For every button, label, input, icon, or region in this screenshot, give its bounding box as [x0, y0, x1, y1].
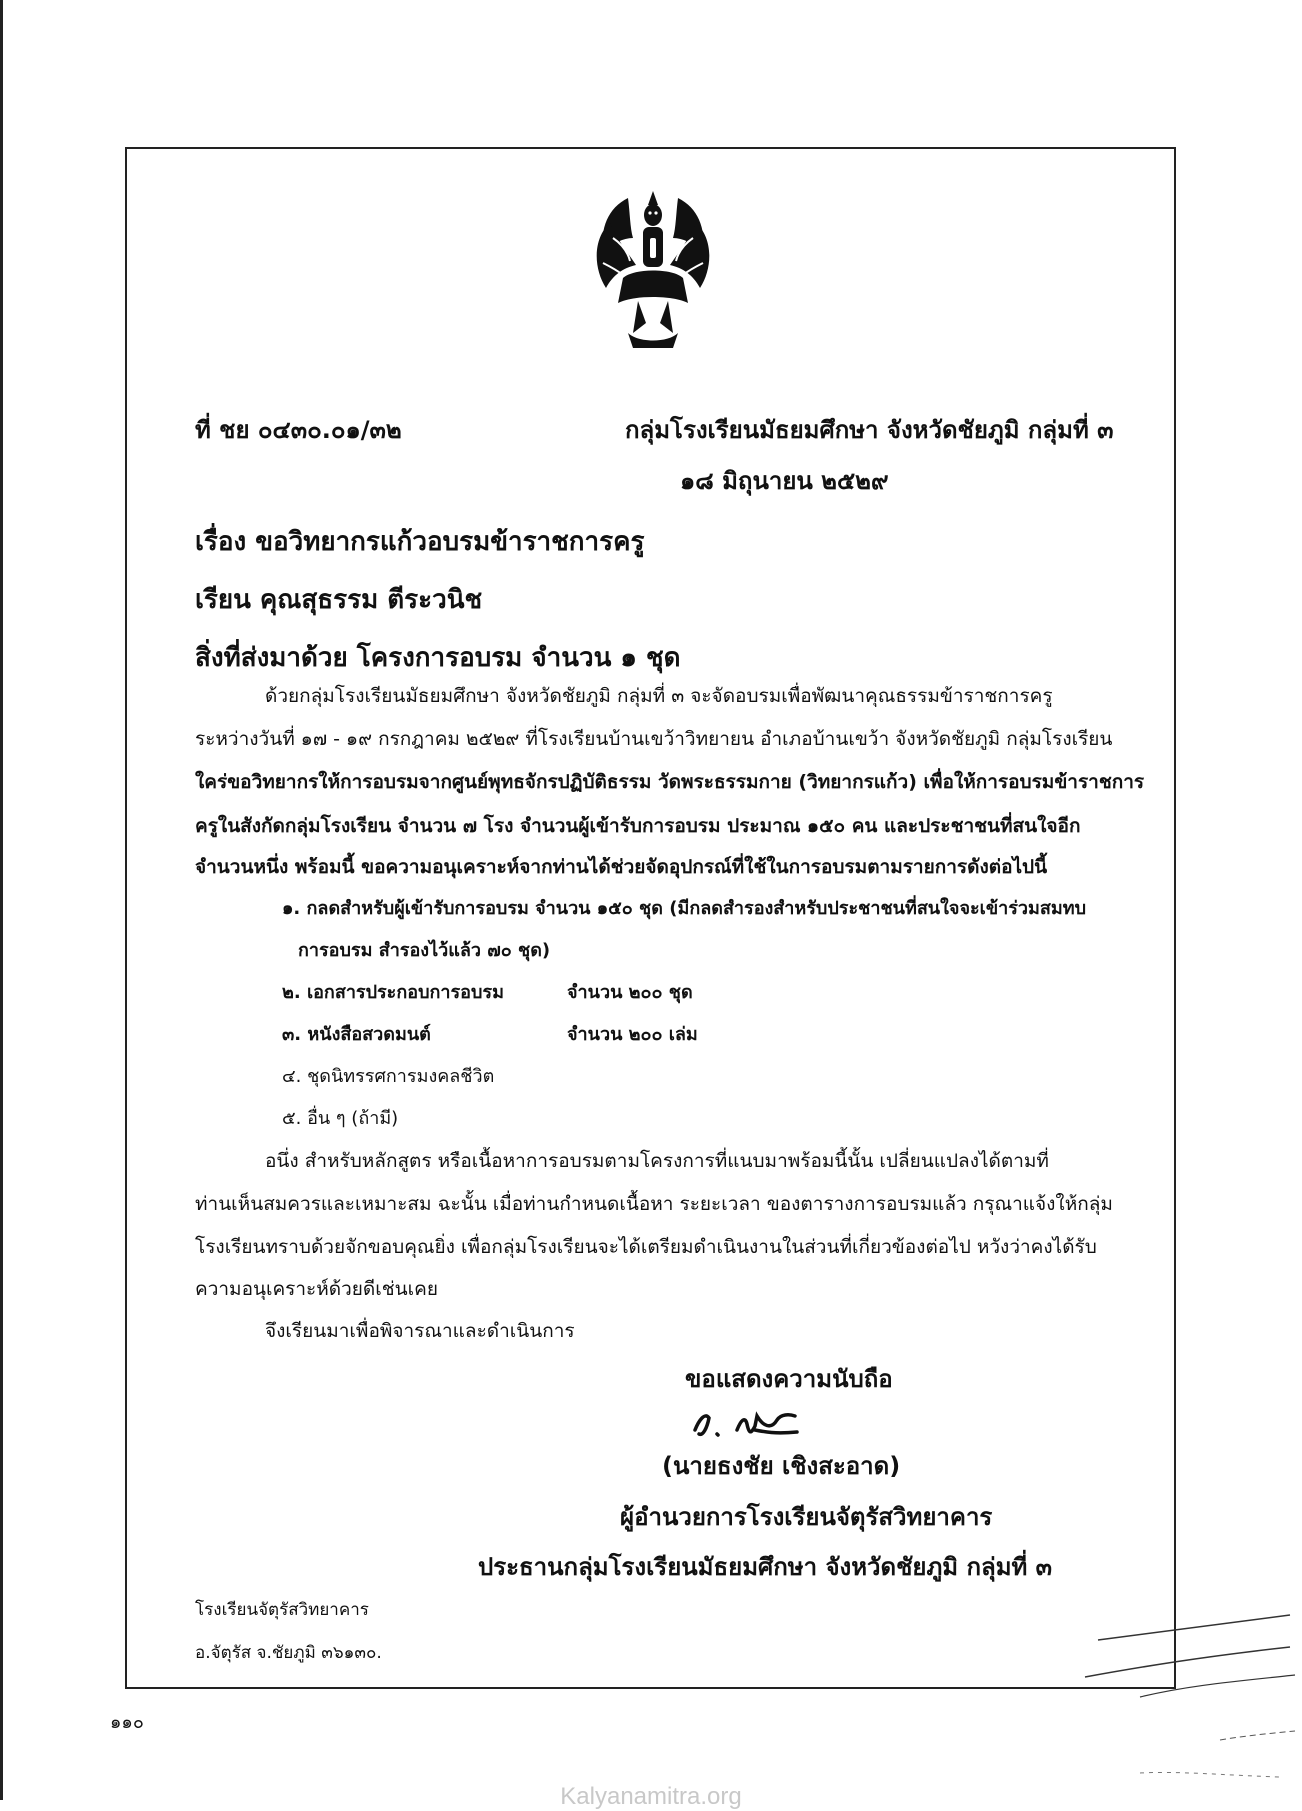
list-item: ๑. กลดสำหรับผู้เข้ารับการอบรม จำนวน ๑๕๐ ชุด (มีกลดสำรองสำหรับประชาชนที่สนใจจะเข้าร่วมสมทบ — [282, 898, 1087, 919]
list-item: ๒. เอกสารประกอบการอบรม — [282, 982, 504, 1003]
body-line: ครูในสังกัดกลุ่มโรงเรียน จำนวน ๗ โรง จำนวนผู้เข้ารับการอบรม ประมาณ ๑๕๐ คน และประชาชนที่สนใจอีก — [195, 815, 1081, 837]
watermark: Kalyanamitra.org — [560, 1783, 742, 1810]
letter-date: ๑๘ มิถุนายน ๒๕๒๙ — [680, 467, 889, 495]
school-name: โรงเรียนจัตุรัสวิทยาคาร — [195, 1600, 369, 1620]
school-address: อ.จัตุรัส จ.ชัยภูมิ ๓๖๑๓๐. — [195, 1643, 382, 1663]
signer-title-2: ประธานกลุ่มโรงเรียนมัธยมศึกษา จังหวัดชัยภูมิ กลุ่มที่ ๓ — [478, 1553, 1053, 1581]
list-item: ๓. หนังสือสวดมนต์ — [282, 1024, 431, 1045]
reference-number: ที่ ชย ๐๔๓๐.๐๑/๓๒ — [195, 416, 402, 444]
body-line: ด้วยกลุ่มโรงเรียนมัธยมศึกษา จังหวัดชัยภูมิ กลุ่มที่ ๓ จะจัดอบรมเพื่อพัฒนาคุณธรรมข้าราชการครู — [265, 685, 1053, 707]
body-line: ระหว่างวันที่ ๑๗ - ๑๙ กรกฎาคม ๒๕๒๙ ที่โรงเรียนบ้านเขว้าวิทยายน อำเภอบ้านเขว้า จังหวัดชัยภูมิ กลุ่มโรงเรียน — [195, 728, 1113, 750]
signature-icon — [685, 1390, 825, 1450]
body-line: ใคร่ขอวิทยากรให้การอบรมจากศูนย์พุทธจักรปฏิบัติธรรม วัดพระธรรมกาย (วิทยากรแก้ว) เพื่อให้การอบรมข้าราชการ — [195, 771, 1145, 793]
body-line: ความอนุเคราะห์ด้วยดีเช่นเคย — [195, 1278, 438, 1300]
signer-name: (นายธงชัย เชิงสะอาด) — [662, 1452, 901, 1480]
subject-line: เรื่อง ขอวิทยากรแก้วอบรมข้าราชการครู — [195, 527, 645, 557]
garuda-emblem-icon — [588, 183, 718, 353]
list-item-quantity: จำนวน ๒๐๐ เล่ม — [567, 1024, 698, 1045]
margin-scribble — [1080, 1585, 1302, 1785]
recipient-line: เรียน คุณสุธรรม ตีระวนิช — [195, 585, 483, 615]
body-line: โรงเรียนทราบด้วยจักขอบคุณยิ่ง เพื่อกลุ่มโรงเรียนจะได้เตรียมดำเนินงานในส่วนที่เกี่ยวข้องต่อไป หวังว่าคงได้รับ — [195, 1236, 1097, 1258]
list-item: ๔. ชุดนิทรรศการมงคลชีวิต — [282, 1066, 495, 1087]
sender-organization: กลุ่มโรงเรียนมัธยมศึกษา จังหวัดชัยภูมิ กลุ่มที่ ๓ — [625, 416, 1114, 444]
list-item: ๕. อื่น ๆ (ถ้ามี) — [282, 1108, 399, 1129]
list-item-quantity: จำนวน ๒๐๐ ชุด — [567, 982, 693, 1003]
scan-edge — [0, 0, 3, 1800]
enclosure-line: สิ่งที่ส่งมาด้วย โครงการอบรม จำนวน ๑ ชุด — [195, 643, 681, 673]
body-line: อนึ่ง สำหรับหลักสูตร หรือเนื้อหาการอบรมตามโครงการที่แนบมาพร้อมนี้นั้น เปลี่ยนแปลงได้ตามที่ — [265, 1150, 1049, 1172]
salutation: ขอแสดงความนับถือ — [685, 1365, 893, 1393]
signer-title: ผู้อำนวยการโรงเรียนจัตุรัสวิทยาคาร — [620, 1503, 993, 1531]
page-number: ๑๑๐ — [110, 1712, 144, 1733]
body-line: ท่านเห็นสมควรและเหมาะสม ฉะนั้น เมื่อท่านกำหนดเนื้อหา ระยะเวลา ของตารางการอบรมแล้ว กรุณาแจ้งให้กลุ่ม — [195, 1193, 1113, 1215]
closing-sentence: จึงเรียนมาเพื่อพิจารณาและดำเนินการ — [265, 1320, 575, 1342]
body-line: จำนวนหนึ่ง พร้อมนี้ ขอความอนุเคราะห์จากท่านได้ช่วยจัดอุปกรณ์ที่ใช้ในการอบรมตามรายการดังต่อไปนี้ — [195, 856, 1048, 878]
list-item: การอบรม สำรองไว้แล้ว ๗๐ ชุด) — [298, 940, 551, 961]
